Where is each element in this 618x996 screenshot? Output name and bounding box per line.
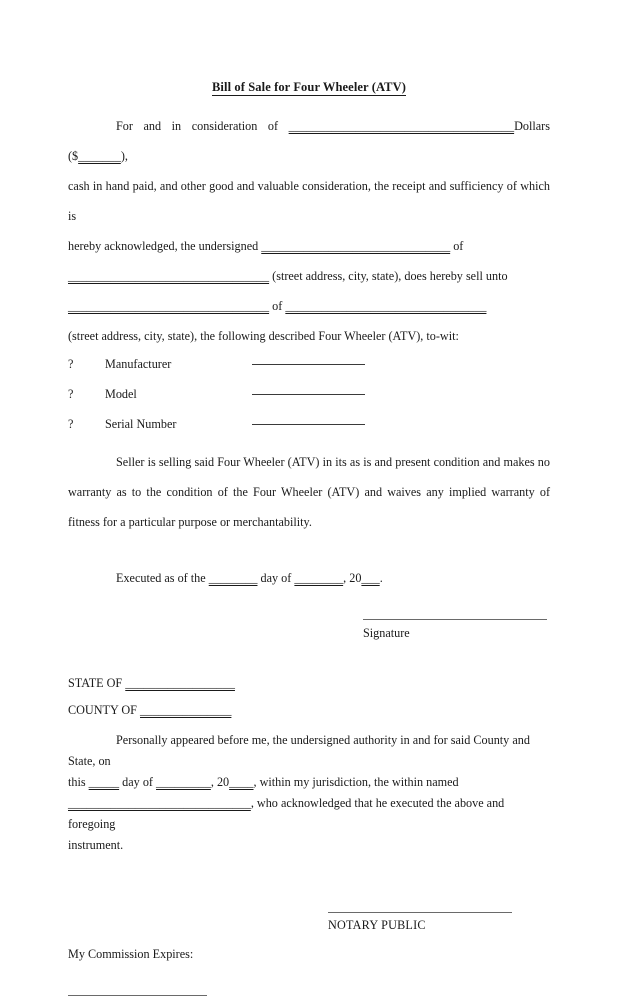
seller-address-line	[68, 261, 550, 291]
bullet-icon: ?	[68, 357, 74, 371]
spec-label-model: Model	[105, 387, 137, 401]
undersigned-line	[68, 231, 550, 261]
county-of-label: COUNTY OF	[68, 703, 137, 717]
county-of-blank[interactable]: _______________	[140, 703, 232, 717]
seller-address-blank[interactable]: _________________________________	[68, 269, 270, 283]
executed-tail: .	[379, 571, 383, 585]
commission-expires-label: My Commission Expires:	[68, 947, 194, 961]
notary-person-name-blank[interactable]: ______________________________	[68, 796, 251, 810]
spacer	[68, 644, 550, 670]
spacer	[68, 965, 550, 995]
state-of-line	[68, 670, 550, 697]
executed-year-blank[interactable]: ___	[361, 571, 380, 585]
buyer-of: of	[272, 299, 283, 313]
bullet-icon: ?	[68, 417, 74, 431]
executed-month-blank[interactable]: ________	[294, 571, 344, 585]
dollars-amount-blank[interactable]: _______	[78, 149, 121, 163]
page-title	[68, 80, 550, 95]
notary-acknowledgement-line-4: instrument.	[68, 838, 124, 852]
notary-jurisdiction-tail: , within my jurisdiction, the within named	[253, 775, 459, 789]
described-vehicle-line: (street address, city, state), the following described Four Wheeler (ATV), to-wit:	[68, 329, 459, 343]
spec-blank-manufacturer[interactable]	[252, 364, 365, 365]
spacer	[68, 896, 550, 912]
signature-caption: Signature	[363, 626, 410, 640]
notary-day-of: day of	[122, 775, 153, 789]
spacer	[68, 593, 550, 619]
seller-address-hint: (street address, city, state), does hereby sell unto	[272, 269, 508, 283]
county-of-line	[68, 697, 550, 724]
state-of-blank[interactable]: __________________	[125, 676, 235, 690]
spec-label-manufacturer: Manufacturer	[105, 357, 172, 371]
consideration-amount-blank[interactable]: _____________________________________	[288, 119, 515, 133]
undersigned-of: of	[453, 239, 464, 253]
executed-year-prefix: , 20	[343, 571, 362, 585]
spacer	[68, 935, 550, 943]
spec-blank-serial-number[interactable]	[252, 424, 365, 425]
spacer	[68, 856, 550, 896]
buyer-address-blank[interactable]: _________________________________	[285, 299, 487, 313]
buyer-line	[68, 291, 550, 321]
consideration-tail: ),	[120, 149, 128, 163]
list-item	[68, 387, 550, 417]
buyer-name-blank[interactable]: _________________________________	[68, 299, 270, 313]
notary-day-blank[interactable]: _____	[88, 775, 120, 789]
vehicle-spec-list	[68, 357, 550, 447]
list-item	[68, 357, 550, 387]
executed-lead: Executed as of the	[116, 571, 206, 585]
list-item	[68, 417, 550, 447]
consideration-lead: For and in consideration of	[116, 119, 279, 133]
notary-this-label: this	[68, 775, 86, 789]
spec-blank-model[interactable]	[252, 394, 365, 395]
notary-public-caption: NOTARY PUBLIC	[328, 918, 426, 932]
notary-month-blank[interactable]: _________	[156, 775, 211, 789]
spacer	[68, 95, 550, 111]
spacer	[68, 537, 550, 563]
executed-day-of: day of	[260, 571, 292, 585]
bullet-icon: ?	[68, 387, 74, 401]
notary-acknowledgement-line-3	[68, 793, 550, 835]
dollars-label: Dollars ($	[68, 119, 550, 163]
signature-block	[363, 619, 547, 644]
page-title-text: Bill of Sale for Four Wheeler (ATV)	[212, 80, 406, 94]
executed-line	[68, 563, 550, 593]
notary-acknowledgement-line-2	[68, 772, 550, 793]
notary-year-blank[interactable]: ____	[229, 775, 254, 789]
warranty-paragraph: Seller is selling said Four Wheeler (ATV) in its as is and present condition and makes no warranty as to the condition of the Four Wheeler (ATV) and waives any implied warranty of fitness for a particular purpose or merchantability.	[68, 455, 550, 529]
consideration-paragraph	[68, 111, 550, 171]
undersigned-lead: hereby acknowledged, the undersigned	[68, 239, 259, 253]
notary-public-block	[328, 912, 512, 935]
notary-acknowledgement-line-1: Personally appeared before me, the undersigned authority in and for said County and State, on	[68, 733, 530, 768]
state-of-label: STATE OF	[68, 676, 123, 690]
executed-day-blank[interactable]: ________	[208, 571, 258, 585]
spec-label-serial-number: Serial Number	[105, 417, 177, 431]
notary-year-prefix: , 20	[210, 775, 230, 789]
seller-name-blank[interactable]: _______________________________	[261, 239, 451, 253]
cash-in-hand-line: cash in hand paid, and other good and valuable consideration, the receipt and sufficiency of which is	[68, 179, 550, 223]
notary-acknowledged-tail: , who acknowledged that he executed the above and foregoing	[68, 796, 505, 831]
